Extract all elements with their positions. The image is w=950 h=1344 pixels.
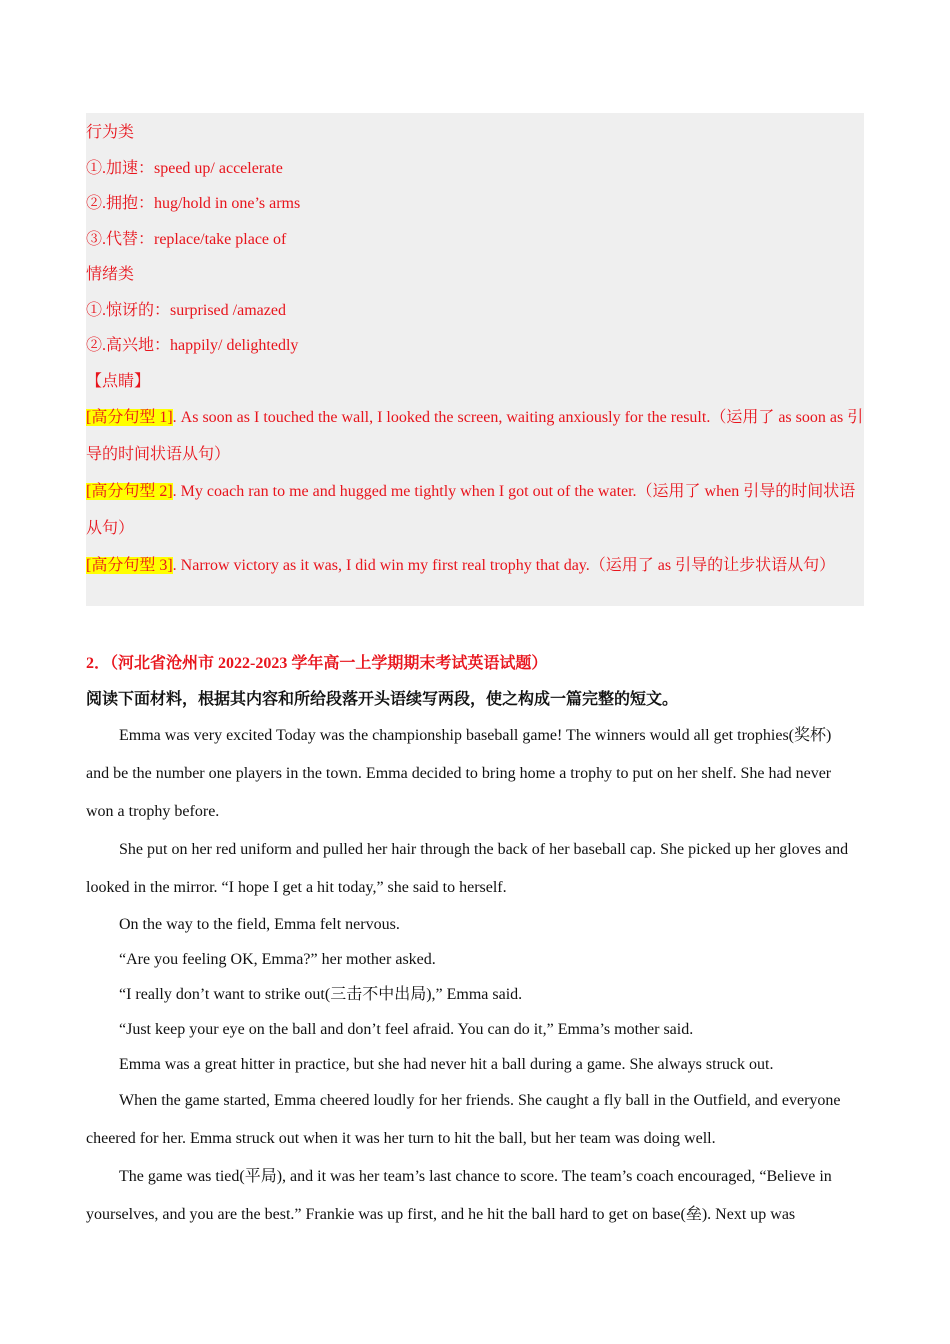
story-paragraph: “Just keep your eye on the ball and don’t feel afraid. You can do it,” Emma’s mother said.	[119, 1021, 694, 1038]
story-paragraph: She put on her red uniform and pulled her hair through the back of her baseball cap. She picked up her gloves and looked in the mirror. “I hope I get a hit today,” she said to herself.	[86, 841, 849, 896]
story-paragraph: “I really don’t want to strike out(三击不中出局),” Emma said.	[119, 986, 523, 1003]
highlight-text: . My coach ran to me and hugged me tightly when I got out of the water.（运用了 when 引导的时间状语从句）	[86, 483, 856, 537]
story-paragraph: Emma was very excited Today was the championship baseball game! The winners would all get trophies(奖杯) and be the number one players in the town. Emma decided to bring home a trophy to put on her shelf. She had never won a trophy before.	[86, 727, 832, 820]
emotion-heading: 情绪类	[86, 266, 135, 283]
story-paragraph: When the game started, Emma cheered loudly for her friends. She caught a fly ball in the Outfield, and everyone cheered for her. Emma struck out when it was her turn to hit the ball, but her team was doing well.	[86, 1092, 841, 1147]
vocabulary-box	[86, 113, 864, 606]
highlight-sentence	[86, 547, 864, 584]
highlight-sentence	[86, 399, 864, 473]
story-paragraph: “Are you feeling OK, Emma?” her mother asked.	[119, 951, 436, 968]
highlight-tag: [高分句型 2]	[86, 483, 173, 500]
emotion-item: ①.惊讶的：surprised /amazed	[86, 301, 286, 319]
emotion-item: ②.高兴地：happily/ delightedly	[86, 337, 299, 354]
behavior-item: ③.代替：replace/take place of	[86, 230, 287, 248]
behavior-item: ①.加速：speed up/ accelerate	[86, 159, 283, 177]
story-text	[86, 717, 858, 1234]
story-paragraph: Emma was a great hitter in practice, but she had never hit a ball during a game. She always struck out.	[119, 1056, 774, 1073]
highlight-text: . Narrow victory as it was, I did win my first real trophy that day.（运用了 as 引导的让步状语从句）	[172, 557, 836, 574]
story-paragraph: On the way to the field, Emma felt nervous.	[119, 916, 400, 933]
tip-label: 【点睛】	[86, 372, 151, 390]
story-paragraph: The game was tied(平局), and it was her team’s last chance to score. The team’s coach encouraged, “Believe in yourselves, and you are the best.” Frankie was up first, and he hit the ball hard to get on base(垒). Next up was	[86, 1168, 832, 1223]
question-instruction: 阅读下面材料，根据其内容和所给段落开头语续写两段，使之构成一篇完整的短文。	[86, 691, 679, 708]
highlight-text: . As soon as I touched the wall, I looked the screen, waiting anxiously for the result.（运用了 as soon as 引导的时间状语从句）	[86, 409, 864, 463]
behavior-item: ②.拥抱：hug/hold in one’s arms	[86, 195, 301, 212]
behavior-heading: 行为类	[86, 124, 135, 141]
highlight-tag: [高分句型 3]	[86, 557, 173, 574]
highlight-sentence	[86, 473, 864, 547]
highlight-tag: [高分句型 1]	[86, 409, 173, 426]
question-heading: 2．（河北省沧州市 2022-2023 学年高一上学期期末考试英语试题）	[86, 655, 548, 672]
